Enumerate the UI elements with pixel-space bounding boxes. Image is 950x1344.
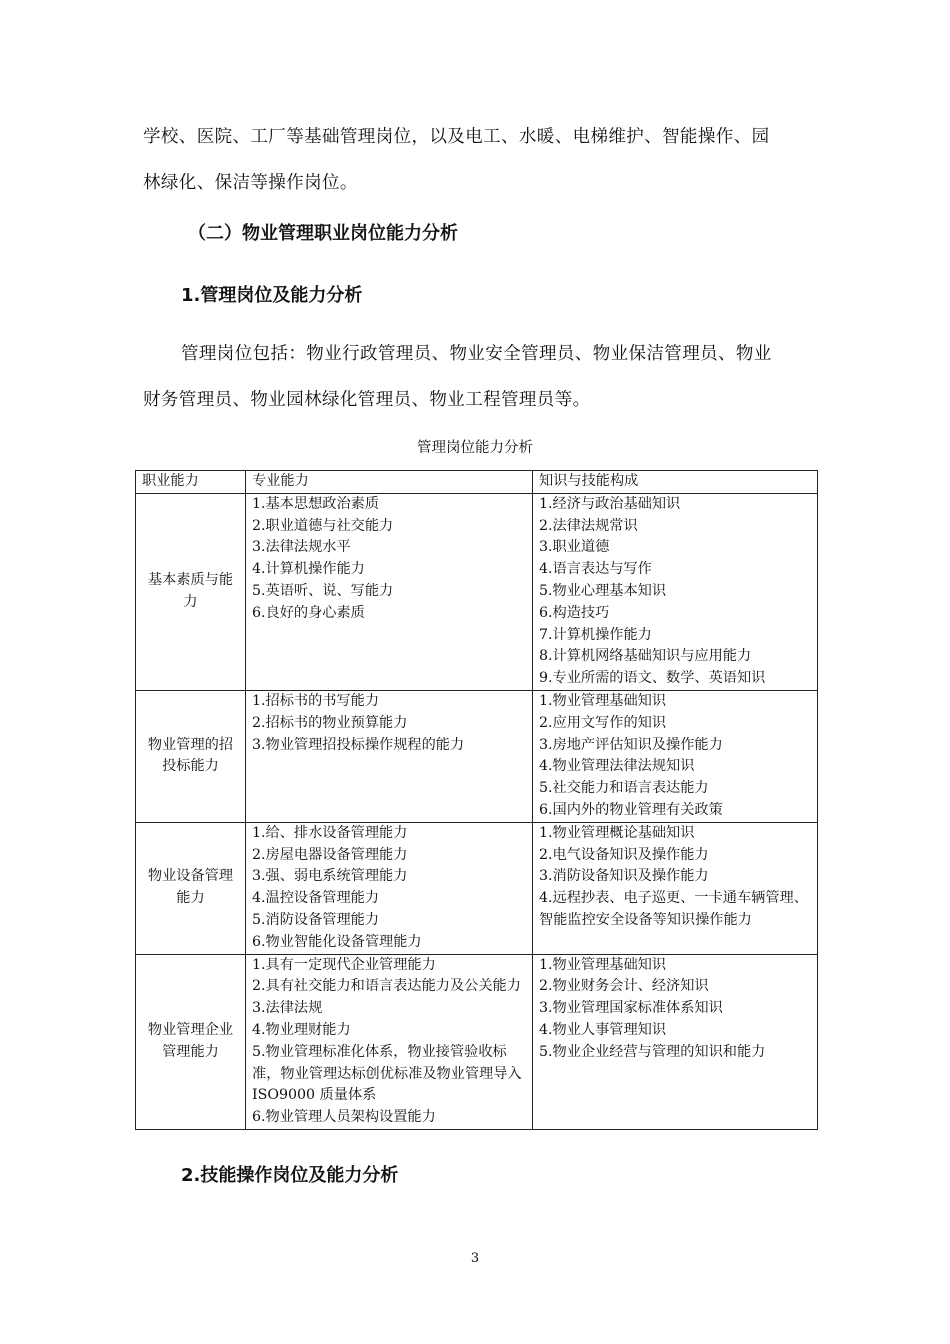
professional-item: 4.温控设备管理能力 bbox=[252, 890, 380, 907]
professional-item: 5.英语听、说、写能力 bbox=[252, 582, 394, 599]
page-number: 3 bbox=[470, 1251, 480, 1266]
professional-item: 3.强、弱电系统管理能力 bbox=[252, 868, 408, 885]
knowledge-item: 5.物业企业经营与管理的知识和能力 bbox=[539, 1043, 766, 1060]
knowledge-item: 2.应用文写作的知识 bbox=[539, 714, 667, 731]
knowledge-item: 2.物业财务会计、经济知识 bbox=[539, 978, 709, 995]
table-row bbox=[136, 690, 818, 822]
professional-item: 4.物业理财能力 bbox=[252, 1021, 351, 1038]
row-category: 物业管理企业管理能力 bbox=[136, 954, 246, 1129]
professional-item: 2.具有社交能力和语言表达能力及公关能力 bbox=[252, 978, 521, 995]
knowledge-item: 3.物业管理国家标准体系知识 bbox=[539, 1000, 723, 1017]
knowledge-item: 7.计算机操作能力 bbox=[539, 626, 652, 643]
knowledge-item: 5.社交能力和语言表达能力 bbox=[539, 780, 709, 797]
row-category: 物业管理的招投标能力 bbox=[136, 690, 246, 822]
row-category: 基本素质与能力 bbox=[136, 493, 246, 690]
knowledge-item: 2.法律法规常识 bbox=[539, 517, 638, 534]
professional-item: 3.法律法规 bbox=[252, 1000, 323, 1017]
row-knowledge bbox=[533, 954, 818, 1129]
knowledge-item: 3.职业道德 bbox=[539, 539, 610, 556]
intro-line-1: 学校、医院、工厂等基础管理岗位，以及电工、水暖、电梯维护、智能操作、园 bbox=[143, 127, 770, 147]
row-knowledge bbox=[533, 690, 818, 822]
professional-item: 1.给、排水设备管理能力 bbox=[252, 824, 408, 841]
knowledge-item: 3.消防设备知识及操作能力 bbox=[539, 868, 709, 885]
knowledge-item: 9.专业所需的语文、数学、英语知识 bbox=[539, 670, 766, 687]
row-category: 物业设备管理能力 bbox=[136, 822, 246, 954]
professional-item: 2.房屋电器设备管理能力 bbox=[252, 846, 408, 863]
professional-item: 6.物业智能化设备管理能力 bbox=[252, 933, 422, 950]
professional-item: 1.基本思想政治素质 bbox=[252, 495, 380, 512]
row-professional bbox=[246, 493, 533, 690]
knowledge-item: 8.计算机网络基础知识与应用能力 bbox=[539, 648, 752, 665]
professional-item: 2.职业道德与社交能力 bbox=[252, 517, 394, 534]
professional-item: 3.法律法规水平 bbox=[252, 539, 351, 556]
header-professional: 专业能力 bbox=[246, 471, 533, 494]
section-heading: （二）物业管理职业岗位能力分析 bbox=[188, 223, 458, 244]
professional-item: 3.物业管理招投标操作规程的能力 bbox=[252, 736, 465, 753]
table-header-row bbox=[136, 471, 818, 494]
knowledge-item: 4.语言表达与写作 bbox=[539, 561, 652, 578]
professional-item: 1.具有一定现代企业管理能力 bbox=[252, 956, 436, 973]
table-caption: 管理岗位能力分析 bbox=[417, 440, 533, 456]
row-knowledge bbox=[533, 822, 818, 954]
knowledge-item: 4.物业人事管理知识 bbox=[539, 1021, 667, 1038]
row-professional bbox=[246, 822, 533, 954]
professional-item: 4.计算机操作能力 bbox=[252, 561, 365, 578]
knowledge-item: 1.经济与政治基础知识 bbox=[539, 495, 681, 512]
header-ability: 职业能力 bbox=[136, 471, 246, 494]
table-body bbox=[136, 493, 818, 1129]
knowledge-item: 1.物业管理基础知识 bbox=[539, 692, 667, 709]
table-row bbox=[136, 954, 818, 1129]
subheading-skills: 2.技能操作岗位及能力分析 bbox=[181, 1165, 399, 1186]
row-professional bbox=[246, 954, 533, 1129]
knowledge-item: 6.构造技巧 bbox=[539, 604, 610, 621]
knowledge-item: 4.远程抄表、电子巡更、一卡通车辆管理、智能监控安全设备等知识操作能力 bbox=[539, 890, 808, 928]
ability-table bbox=[135, 470, 818, 1130]
professional-item: 2.招标书的物业预算能力 bbox=[252, 714, 408, 731]
subheading-management: 1.管理岗位及能力分析 bbox=[181, 285, 363, 306]
management-para-text-1: 管理岗位包括：物业行政管理员、物业安全管理员、物业保洁管理员、物业 bbox=[181, 344, 772, 364]
professional-item: 5.物业管理标准化体系，物业接管验收标准，物业管理达标创优标准及物业管理导入 ISO9000 质量体系 bbox=[252, 1043, 522, 1104]
table-row bbox=[136, 493, 818, 690]
row-professional bbox=[246, 690, 533, 822]
knowledge-item: 6.国内外的物业管理有关政策 bbox=[539, 801, 723, 818]
knowledge-item: 4.物业管理法律法规知识 bbox=[539, 758, 695, 775]
intro-line-2: 林绿化、保洁等操作岗位。 bbox=[143, 173, 358, 193]
knowledge-item: 5.物业心理基本知识 bbox=[539, 582, 667, 599]
knowledge-item: 3.房地产评估知识及操作能力 bbox=[539, 736, 723, 753]
knowledge-item: 1.物业管理概论基础知识 bbox=[539, 824, 695, 841]
management-para-line-2: 财务管理员、物业园林绿化管理员、物业工程管理员等。 bbox=[143, 390, 591, 410]
row-knowledge bbox=[533, 493, 818, 690]
knowledge-item: 2.电气设备知识及操作能力 bbox=[539, 846, 709, 863]
professional-item: 5.消防设备管理能力 bbox=[252, 911, 380, 928]
professional-item: 6.良好的身心素质 bbox=[252, 604, 365, 621]
professional-item: 6.物业管理人员架构设置能力 bbox=[252, 1109, 436, 1126]
table-row bbox=[136, 822, 818, 954]
header-knowledge: 知识与技能构成 bbox=[533, 471, 818, 494]
professional-item: 1.招标书的书写能力 bbox=[252, 692, 380, 709]
management-para-line-1 bbox=[143, 331, 815, 377]
knowledge-item: 1.物业管理基础知识 bbox=[539, 956, 667, 973]
